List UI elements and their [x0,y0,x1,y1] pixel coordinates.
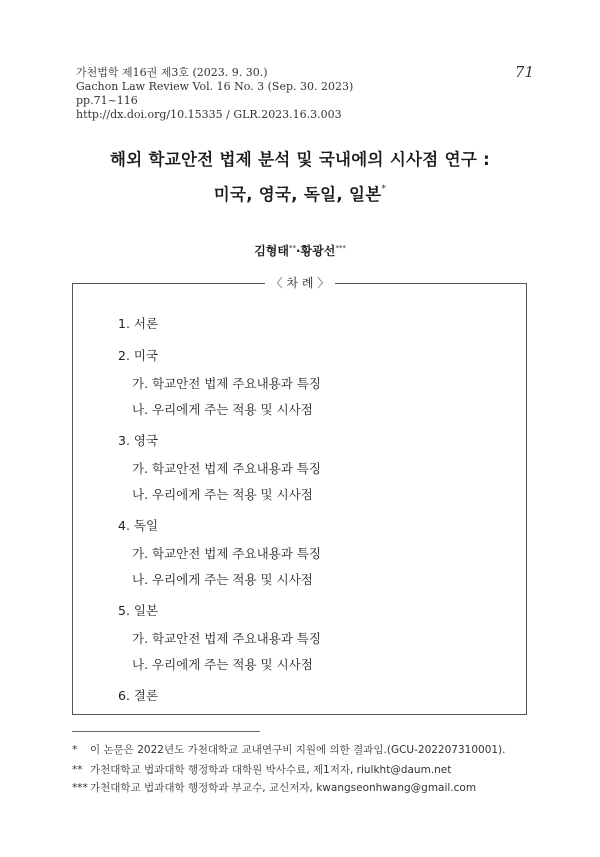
toc-subsection-5a[interactable]: 가. 학교안전 법제 주요내용과 특징 [132,631,321,646]
author-line [0,242,600,259]
author-1: 김형태 [254,244,289,258]
author-separator: · [295,244,301,258]
toc-section-4[interactable]: 4. 독일 [118,518,159,533]
toc-title: 〈 차 례 〉 [0,274,600,291]
footnote-2-mark: ** [72,764,83,776]
toc-section-6[interactable]: 6. 결론 [118,688,159,703]
toc-section-5[interactable]: 5. 일본 [118,603,159,618]
doi-link[interactable]: http://dx.doi.org/10.15335 / GLR.2023.16.3.003 [76,108,342,121]
footnote-2 [72,762,451,777]
toc-subsection-3b[interactable]: 나. 우리에게 주는 적용 및 시사점 [132,487,313,502]
author-1-mark: ** [288,244,296,252]
paper-title-line2 [0,181,600,205]
paper-title-line1: 해외 학교안전 법제 분석 및 국내에의 시사점 연구 : [109,150,491,169]
footnote-1-text: 이 논문은 2022년도 가천대학교 교내연구비 지원에 의한 결과임.(GCU-202207310001). [90,744,506,756]
journal-citation-kr: 가천법학 제16권 제3호 (2023. 9. 30.) [76,66,268,79]
journal-metadata [76,66,353,122]
footnote-3-text: 가천대학교 법과대학 행정학과 부교수, 교신저자, kwangseonhwang@gmail.com [90,782,477,794]
toc-subsection-2b[interactable]: 나. 우리에게 주는 적용 및 시사점 [132,402,313,417]
toc-subsection-4b[interactable]: 나. 우리에게 주는 적용 및 시사점 [132,572,313,587]
page-range: pp.71~116 [76,94,138,107]
toc-section-1[interactable]: 1. 서론 [118,316,159,331]
page-number: 71 [514,63,534,81]
journal-citation-en: Gachon Law Review Vol. 16 No. 3 (Sep. 30. 2023) [76,80,354,93]
toc-section-2[interactable]: 2. 미국 [118,348,159,363]
toc-section-3[interactable]: 3. 영국 [118,433,159,448]
footnote-2-text: 가천대학교 법과대학 행정학과 대학원 박사수료, 제1저자, riulkht@daum.net [90,764,452,776]
toc-subsection-4a[interactable]: 가. 학교안전 법제 주요내용과 특징 [132,546,321,561]
footnote-1 [72,742,506,757]
toc-subsection-5b[interactable]: 나. 우리에게 주는 적용 및 시사점 [132,657,313,672]
footnote-divider [72,731,260,732]
title-footnote-mark: * [381,184,387,194]
footnote-3 [72,780,476,795]
toc-subsection-2a[interactable]: 가. 학교안전 법제 주요내용과 특징 [132,376,321,391]
toc-subsection-3a[interactable]: 가. 학교안전 법제 주요내용과 특징 [132,461,321,476]
footnote-3-mark: *** [72,782,88,794]
author-2-mark: *** [335,244,346,252]
paper-subtitle: 미국, 영국, 독일, 일본 [213,185,382,204]
footnote-1-mark: * [72,744,78,756]
author-2: 황광선 [300,244,336,258]
